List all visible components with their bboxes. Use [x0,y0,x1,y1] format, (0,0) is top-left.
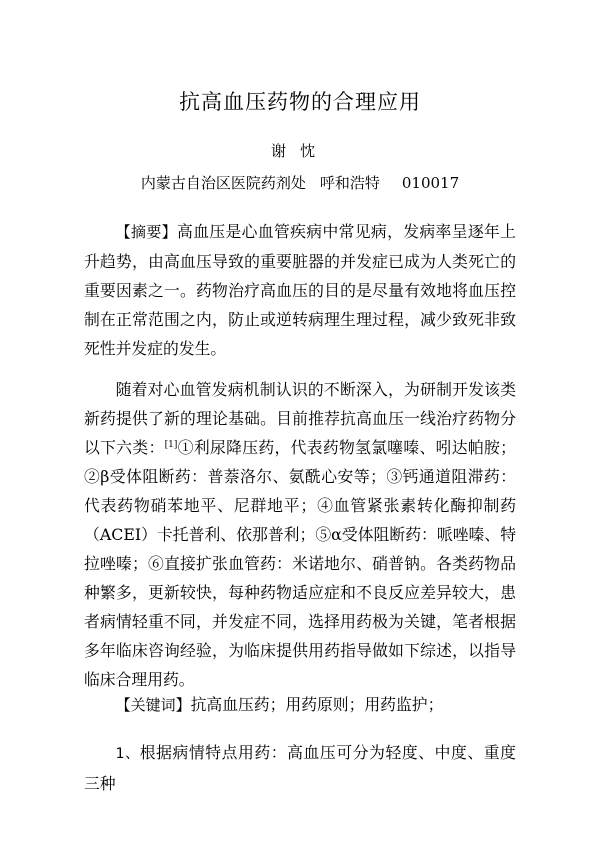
affiliation-city: 呼和浩特 [319,174,380,192]
author-affiliation [0,172,600,194]
author-name [0,140,600,162]
keywords-label: 【关键词】 [115,696,191,714]
document-title: 抗高血压药物的合理应用 [179,90,421,114]
abstract-label: 【摘要】 [115,223,178,241]
reference-marker: [1] [164,440,178,450]
abstract-text: 高血压是心血管疾病中常见病，发病率呈逐年上升趋势，由高血压导致的重要脏器的并发症已成为人类死亡的重要因素之一。药物治疗高血压的目的是尽量有效地将血压控制在正常范围之内，防止或逆转病理生理过程，减少致死非致死性并发症的发生。 [84,222,516,358]
affiliation-postcode: 010017 [401,174,460,192]
background-text-part2: ①利尿降压药，代表药物氢氯噻嗪、吲达帕胺；②β受体阻断药：普萘洛尔、氨酰心安等；③钙通道阻滞药：代表药物硝苯地平、尼群地平；④血管紧张素转化酶抑制药（ACEI）卡托普利、依那普利；⑤α受体阻断药：哌唑嗪、特拉唑嗪；⑥直接扩张血管药：米诺地尔、硝普钠。各类药物品种繁多，更新较快，每种药物适应症和不良反应差异较大，患者病情轻重不同，并发症不同，选择用药极为关键，笔者根据多年临床咨询经验，为临床提供用药指导做如下综述，以指导临床合理用药。 [84,438,516,689]
background-paragraph [84,375,516,694]
background-text-part1: 随着对心血管发病机制认识的不断深入，为研制开发该类新药提供了新的理论基础。目前推荐抗高血压一线治疗药物分以下六类： [84,380,516,457]
keywords-text: 抗高血压药；用药原则；用药监护； [190,695,444,714]
keywords-paragraph [84,690,516,720]
section-1-text: 根据病情特点用药：高血压可分为轻度、中度、重度三种 [84,743,516,793]
affiliation-org: 内蒙古自治区医院药剂处 [140,174,306,192]
abstract-paragraph [84,217,516,363]
author-name-text: 谢忱 [270,142,329,160]
section-1-number: 1、 [115,746,140,762]
section-1-paragraph [84,738,516,798]
